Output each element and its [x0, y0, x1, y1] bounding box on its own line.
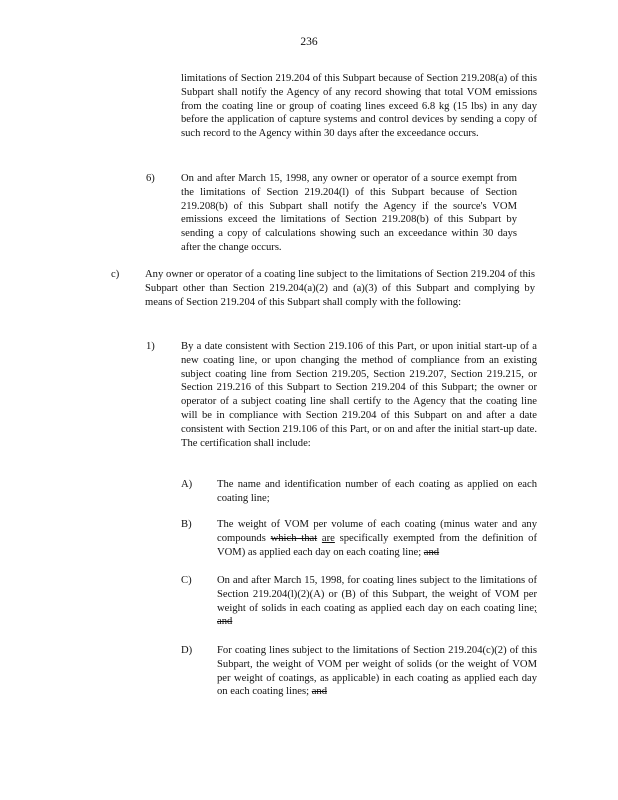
item-D-paragraph	[217, 644, 537, 699]
item-6-paragraph	[181, 172, 517, 255]
item-D-struck-end: and	[311, 686, 328, 698]
continuation-text: limitations of Section 219.204 of this Subpart because of Section 219.208(a) of this Subpart shall notify the Agency of any record showing that total VOM emissions from the coating line or group of coating lines exceed 6.8 kg (15 lbs) in any day before the application of capture systems and control devices by sending a copy of such record to the Agency within 30 days after the exceedance occurs.	[181, 73, 537, 140]
item-c-label: c)	[111, 269, 120, 280]
item-6-text: On and after March 15, 1998, any owner or operator of a source exempt from the limitations of Section 219.204(l) of this Subpart because of Section 219.208(b) of this Subpart shall notify the Agency if the source's VOM emissions exceed the limitations of Section 219.208(b) of this Subpart by sending a copy of calculations showing such an exceedance within 30 days after the change occurs.	[181, 173, 517, 253]
item-C-label: C)	[181, 575, 192, 586]
item-B-text-before: The weight of VOM per volume of each coating (minus water and any compounds	[217, 519, 537, 544]
item-B-label: B)	[181, 519, 192, 530]
item-A-text: The name and identification number of each coating as applied on each coating line;	[217, 479, 537, 504]
item-C-paragraph	[217, 574, 537, 629]
item-B-paragraph	[217, 518, 537, 559]
item-1-text: By a date consistent with Section 219.106 of this Part, or upon initial start-up of a new coating line, or upon changing the method of compliance from an existing subject coating line from Section 219.205, Section 219.207, Section 219.215, or Section 219.216 of this Subpart to Section 219.204 of this Subpart; the owner or operator of a subject coating line shall certify to the Agency that the coating line will be in compliance with Section 219.204 of this Subpart on and after a date consistent with Section 219.106 of this Part, or on and after the initial start-up date. The certification shall include:	[181, 341, 537, 449]
item-A-label: A)	[181, 479, 193, 490]
item-B-text-after: specifically exempted from the definition of VOM) as applied each day on each coating line;	[217, 532, 537, 558]
item-c-paragraph	[145, 268, 535, 309]
page-number: 236	[300, 36, 318, 48]
item-C-struck-end: and	[217, 616, 233, 628]
item-B-struck-end: and	[423, 546, 440, 558]
item-D-text: For coating lines subject to the limitations of Section 219.204(c)(2) of this Subpart, the weight of VOM per weight of solids (or the weight of VOM per weight of coatings, as applicable) in each coating as applied each day on each coating lines;	[217, 645, 537, 698]
item-D-label: D)	[181, 645, 193, 656]
item-1-label: 1)	[146, 341, 155, 352]
item-C-inserted-text: ;	[534, 602, 537, 614]
continuation-paragraph	[181, 72, 537, 141]
item-C-text: On and after March 15, 1998, for coating lines subject to the limitations of Section 219.204(l)(2)(A) or (B) of this Subpart, the weight of VOM per weight of solids in each coating as applied each day on each coating line	[217, 575, 537, 614]
item-A-paragraph	[217, 478, 537, 506]
item-6-label: 6)	[146, 173, 155, 184]
item-B-struck-text: which that	[270, 532, 318, 544]
item-B-inserted-text: are	[321, 532, 335, 544]
item-1-paragraph	[181, 340, 537, 450]
item-c-text: Any owner or operator of a coating line subject to the limitations of Section 219.204 of this Subpart other than Section 219.204(a)(2) and (a)(3) of this Subpart and complying by means of Section 219.204 of this Subpart shall comply with the following:	[145, 269, 535, 308]
